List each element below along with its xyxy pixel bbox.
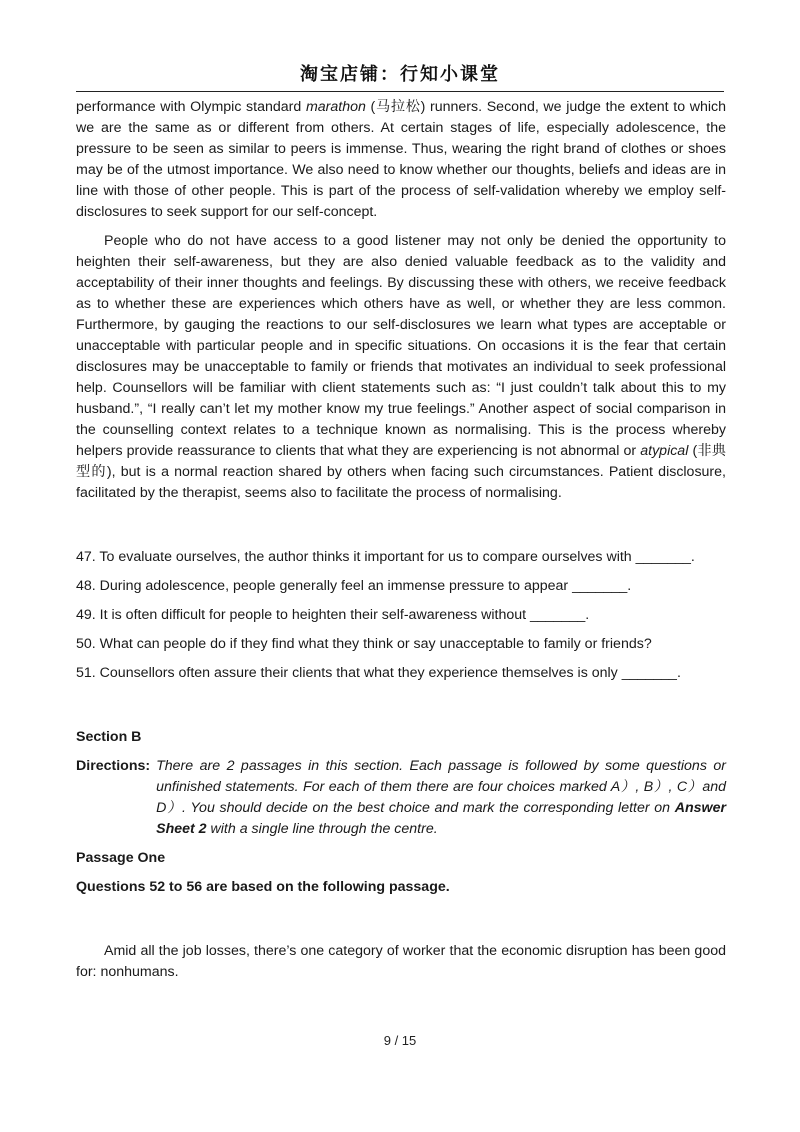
page-number: 9 / 15 bbox=[383, 1033, 417, 1048]
italic-term: atypical bbox=[640, 443, 689, 459]
question-50: 50. What can people do if they find what they think or say unacceptable to family or friends? bbox=[76, 636, 652, 652]
question-51: 51. Counsellors often assure their clients that what they experience themselves is only _______. bbox=[76, 665, 681, 681]
passage-one-opening: Amid all the job losses, there’s one category of worker that the economic disruption has been good for: nonhumans. bbox=[76, 943, 726, 980]
header-divider bbox=[76, 91, 724, 92]
question-48: 48. During adolescence, people generally feel an immense pressure to appear _______. bbox=[76, 578, 632, 594]
italic-term: marathon bbox=[305, 99, 366, 115]
passage-paragraph-1 bbox=[76, 97, 726, 223]
answer-sheet-ref: Answer Sheet 2 bbox=[156, 800, 726, 837]
question-47: 47. To evaluate ourselves, the author thinks it important for us to compare ourselves with _______. bbox=[76, 549, 695, 565]
passage-one-title: Passage One bbox=[76, 850, 166, 866]
page-content bbox=[76, 97, 726, 983]
text-run: (非典型的), but is a normal reaction shared by others when facing such circumstances. Patient disclosure, facilitated by the therapist, seems also to facilitate the process of normalising. bbox=[76, 443, 726, 501]
text-run: performance with Olympic standard bbox=[76, 99, 306, 115]
directions-text bbox=[156, 756, 726, 840]
passage-questions-range: Questions 52 to 56 are based on the following passage. bbox=[76, 879, 450, 895]
text-run: with a single line through the centre. bbox=[206, 821, 438, 837]
directions-block bbox=[76, 756, 726, 840]
passage-paragraph-2 bbox=[76, 231, 726, 504]
page-header-title: 淘宝店铺：行知小课堂 bbox=[300, 64, 500, 85]
directions-label: Directions: bbox=[76, 758, 151, 774]
text-run: There are 2 passages in this section. Each passage is followed by some questions or unfinished statements. For each of them there are four choices marked A）, B）, C）and D）. You should decide on the best choice and mark the corresponding letter on bbox=[156, 758, 726, 816]
text-run: (马拉松) runners. Second, we judge the extent to which we are the same as or different from others. At certain stages of life, especially adolescence, the pressure to be seen as similar to peers is immense. Thus, wearing the right brand of clothes or shoes may be of the utmost importance. We also need to know whether our thoughts, beliefs and ideas are in line with those of other people. This is part of the process of self-validation whereby we employ self-disclosures to seek support for our self-concept. bbox=[76, 99, 727, 220]
section-b-title: Section B bbox=[76, 729, 142, 745]
text-run: People who do not have access to a good listener may not only be denied the opportunity to heighten their self-awareness, but they are also denied valuable feedback as to the validity and acceptability of their inner thoughts and feelings. By discussing these with others, we receive feedback as to whether these are experiences which others have as well, or whether they are less common. Furthermore, by gauging the reactions to our self-disclosures we learn what types are acceptable or unacceptable with particular people and in specific situations. On occasions it is the fear that certain disclosures may be unacceptable to family or friends that motivates an individual to seek professional help. Counsellors will be familiar with client statements such as: “I just couldn’t talk about this to my husband.”, “I really can’t let my mother know my true feelings.” Another aspect of social comparison in the counselling context relates to a technique known as normalising. This is the process whereby helpers provide reassurance to clients that what they are experiencing is not abnormal or bbox=[76, 233, 726, 459]
question-49: 49. It is often difficult for people to heighten their self-awareness without _______. bbox=[76, 607, 590, 623]
